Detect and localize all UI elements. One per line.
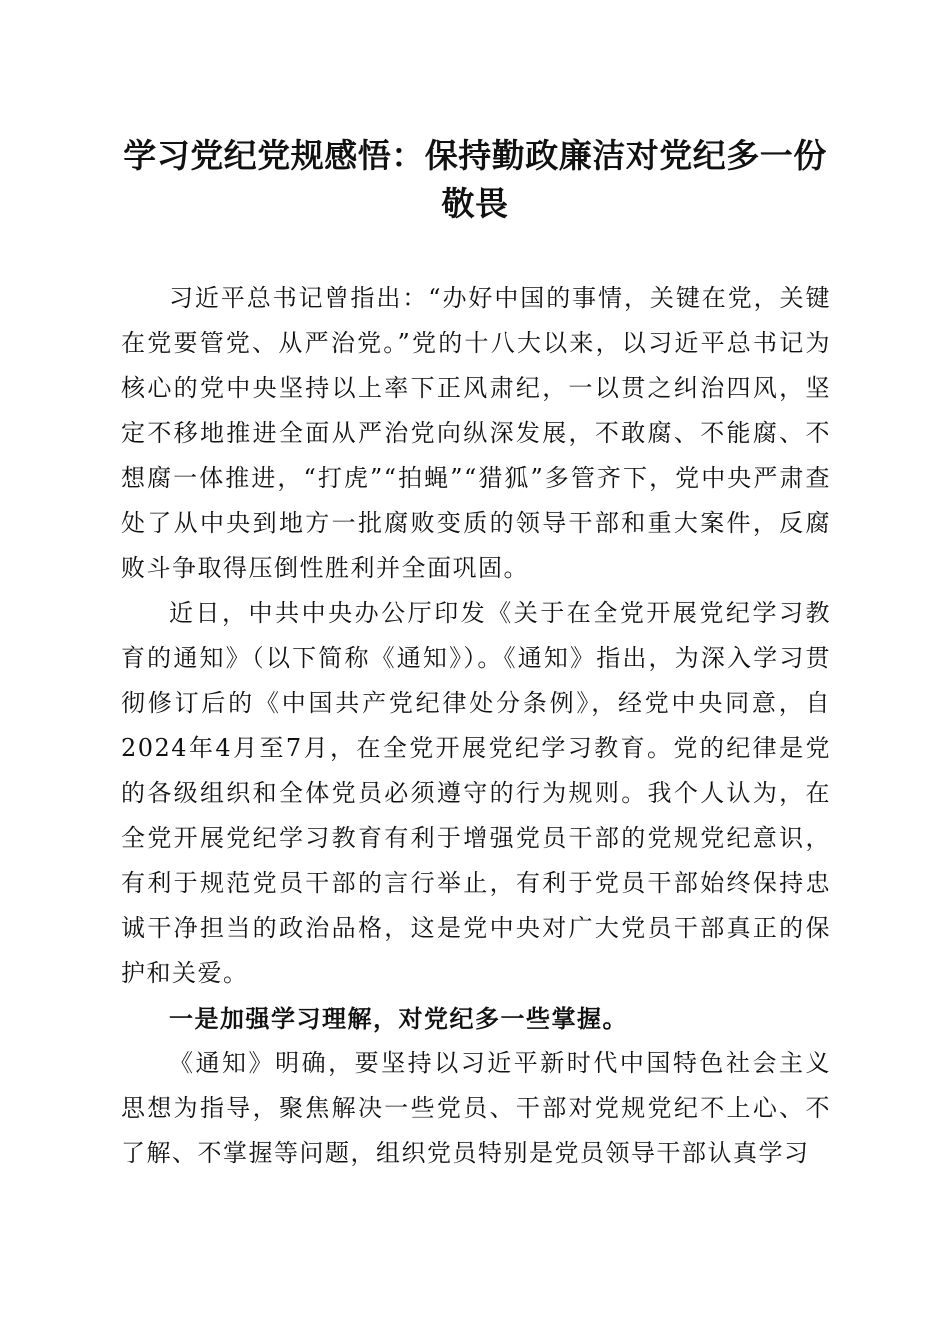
page-title: 学习党纪党规感悟：保持勤政廉洁对党纪多一份敬畏 — [123, 136, 827, 223]
paragraph-notice: 近日，中共中央办公厅印发《关于在全党开展党纪学习教育的通知》（以下简称《通知》）。《通知》指出，为深入学习贯彻修订后的《中国共产党纪律处分条例》，经党中央同意，自2024年4月至7月，在全党开展党纪学习教育。党的纪律是党的各级组织和全体党员必须遵守的行为规则。我个人认为，在全党开展党纪学习教育有利于增强党员干部的党规党纪意识，有利于规范党员干部的言行举止，有利于党员干部始终保持忠诚干净担当的政治品格，这是党中央对广大党员干部真正的保护和关爱。 — [121, 599, 831, 987]
document-body — [121, 276, 831, 1176]
paragraph-intro: 习近平总书记曾指出：“办好中国的事情，关键在党，关键在党要管党、从严治党。”党的十八大以来，以习近平总书记为核心的党中央坚持以上率下正风肃纪，一以贯之纠治四风，坚定不移地推进全面从严治党向纵深发展，不敢腐、不能腐、不想腐一体推进，“打虎”“拍蝇”“猎狐”多管齐下，党中央严肃查处了从中央到地方一批腐败变质的领导干部和重大案件，反腐败斗争取得压倒性胜利并全面巩固。 — [121, 284, 831, 582]
section-heading: 一是加强学习理解，对党纪多一些掌握。 — [169, 1004, 628, 1033]
paragraph-section-one: 《通知》明确，要坚持以习近平新时代中国特色社会主义思想为指导，聚焦解决一些党员、干部对党规党纪不上心、不了解、不掌握等问题，组织党员特别是党员领导干部认真学习 — [121, 1049, 831, 1167]
